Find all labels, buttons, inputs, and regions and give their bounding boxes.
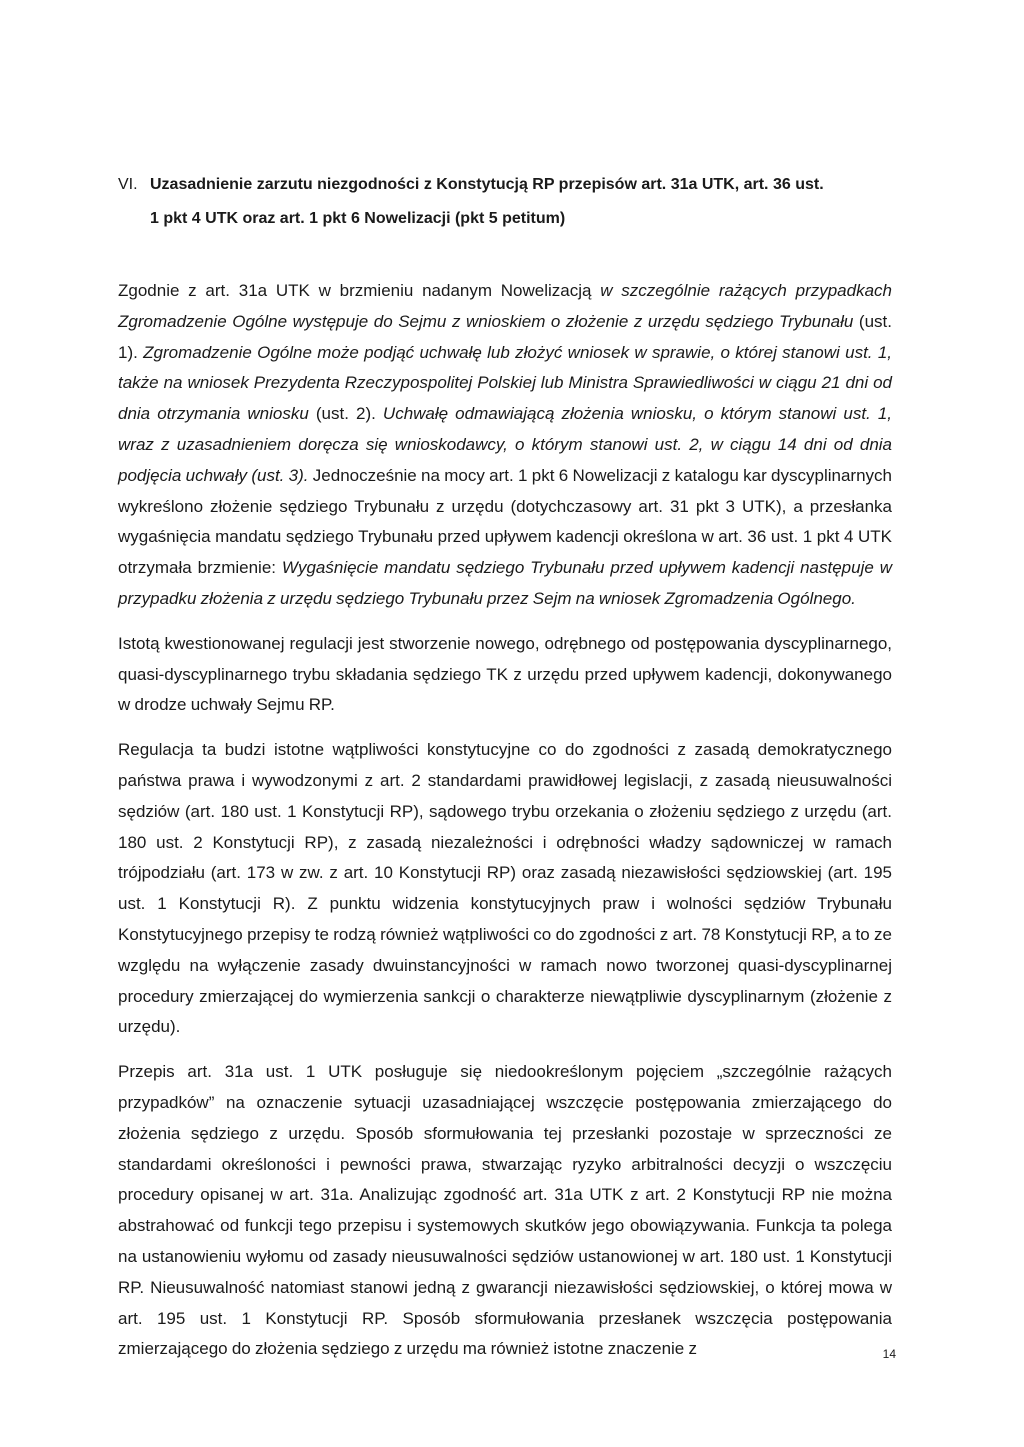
section-number: VI.: [118, 176, 138, 193]
text-segment: (ust. 2).: [308, 404, 383, 424]
section-heading: [118, 168, 908, 236]
section-heading-line-1: [118, 168, 908, 202]
italic-quote-segment: Wygaśnięcie mandatu sędziego Trybunału przed upływem kadencji następuje w przypadku złożenia z urzędu sędziego Trybunału przez Sejm na wniosek Zgromadzenia Ogólnego.: [118, 558, 892, 608]
document-body: [118, 276, 892, 1379]
text-segment: Przepis art. 31a ust. 1 UTK posługuje się niedookreślonym pojęciem „szczególnie rażących przypadków” na oznaczenie sytuacji uzasadniającej wszczęcie postępowania zmierzającego do złożenia sędziego z urzędu. Sposób sformułowania tej przesłanki pozostaje w sprzeczności ze standardami określoności i pewności prawa, stwarzając ryzyko arbitralności decyzji o wszczęciu procedury opisanej w art. 31a. Analizując zgodność art. 31a UTK z art. 2 Konstytucji RP nie można abstrahować od funkcji tego przepisu i systemowych skutków jego obowiązywania. Funkcja ta polega na ustanowieniu wyłomu od zasady nieusuwalności sędziów ustanowionej w art. 180 ust. 1 Konstytucji RP. Nieusuwalność natomiast stanowi jedną z gwarancji niezawisłości sędziowskiej, o której mowa w art. 195 ust. 1 Konstytucji RP. Sposób sformułowania przesłanek wszczęcia postępowania zmierzającego do złożenia sędziego z urzędu ma również istotne znaczenie z: [118, 1062, 892, 1359]
paragraph-3: [118, 735, 892, 1043]
text-segment: Jednocześnie na mocy art. 1 pkt 6 Nowelizacji z katalogu kar dyscyplinarnych wykreślono złożenie sędziego Trybunału z urzędu (dotychczasowy art. 31 pkt 3 UTK), a przesłanka wygaśnięcia mandatu sędziego Trybunału przed upływem kadencji określona w art. 36 ust. 1 pkt 4 UTK otrzymała brzmienie:: [118, 465, 892, 578]
italic-quote-segment: w szczególnie rażących przypadkach Zgromadzenie Ogólne występuje do Sejmu z wnioskiem o złożenie z urzędu sędziego Trybunału: [118, 281, 893, 331]
italic-quote-segment: Zgromadzenie Ogólne może podjąć uchwałę lub złożyć wniosek w sprawie, o której stanowi ust. 1, także na wniosek Prezydenta Rzeczypospolitej Polskiej lub Ministra Sprawiedliwości w ciągu 21 dni od dnia otrzymania wniosku: [118, 342, 892, 424]
text-segment: Istotą kwestionowanej regulacji jest stworzenie nowego, odrębnego od postępowania dyscyplinarnego, quasi-dyscyplinarnego trybu składania sędziego TK z urzędu przed upływem kadencji, dokonywanego w drodze uchwały Sejmu RP.: [118, 633, 892, 715]
paragraph-1: [118, 276, 892, 615]
section-title-part-2: 1 pkt 4 UTK oraz art. 1 pkt 6 Nowelizacji (pkt 5 petitum): [150, 210, 566, 227]
section-title-part-1: Uzasadnienie zarzutu niezgodności z Konstytucją RP przepisów art. 31a UTK, art. 36 ust.: [150, 176, 824, 193]
paragraph-2: [118, 629, 892, 721]
page-number: 14: [882, 1347, 896, 1361]
italic-quote-segment: Uchwałę odmawiającą złożenia wniosku, o którym stanowi ust. 1, wraz z uzasadnieniem doręcza się wnioskodawcy, o którym stanowi ust. 2, w ciągu 14 dni od dnia podjęcia uchwały (ust. 3).: [118, 404, 892, 485]
paragraph-4: [118, 1057, 892, 1365]
text-segment: (ust. 1).: [118, 311, 892, 362]
text-segment: Zgodnie z art. 31a UTK w brzmieniu nadanym Nowelizacją: [118, 281, 601, 300]
text-segment: Regulacja ta budzi istotne wątpliwości konstytucyjne co do zgodności z zasadą demokratycznego państwa prawa i wywodzonymi z art. 2 standardami prawidłowej legislacji, z zasadą nieusuwalności sędziów (art. 180 ust. 1 Konstytucji RP), sądowego trybu orzekania o złożeniu sędziego z urzędu (art. 180 ust. 2 Konstytucji RP), z zasadą niezależności i odrębności władzy sądowniczej w ramach trójpodziału (art. 173 w zw. z art. 10 Konstytucji RP) oraz zasadą niezawisłości sędziowskiej (art. 195 ust. 1 Konstytucji R). Z punktu widzenia konstytucyjnych praw i wolności sędziów Trybunału Konstytucyjnego przepisy te rodzą również wątpliwości co do zgodności z art. 78 Konstytucji RP, a to ze względu na wyłączenie zasady dwuinstancyjności w ramach nowo tworzonej quasi-dyscyplinarnej procedury zmierzającej do wymierzenia sankcji o charakterze niewątpliwie dyscyplinarnym (złożenie z urzędu).: [118, 740, 892, 1037]
